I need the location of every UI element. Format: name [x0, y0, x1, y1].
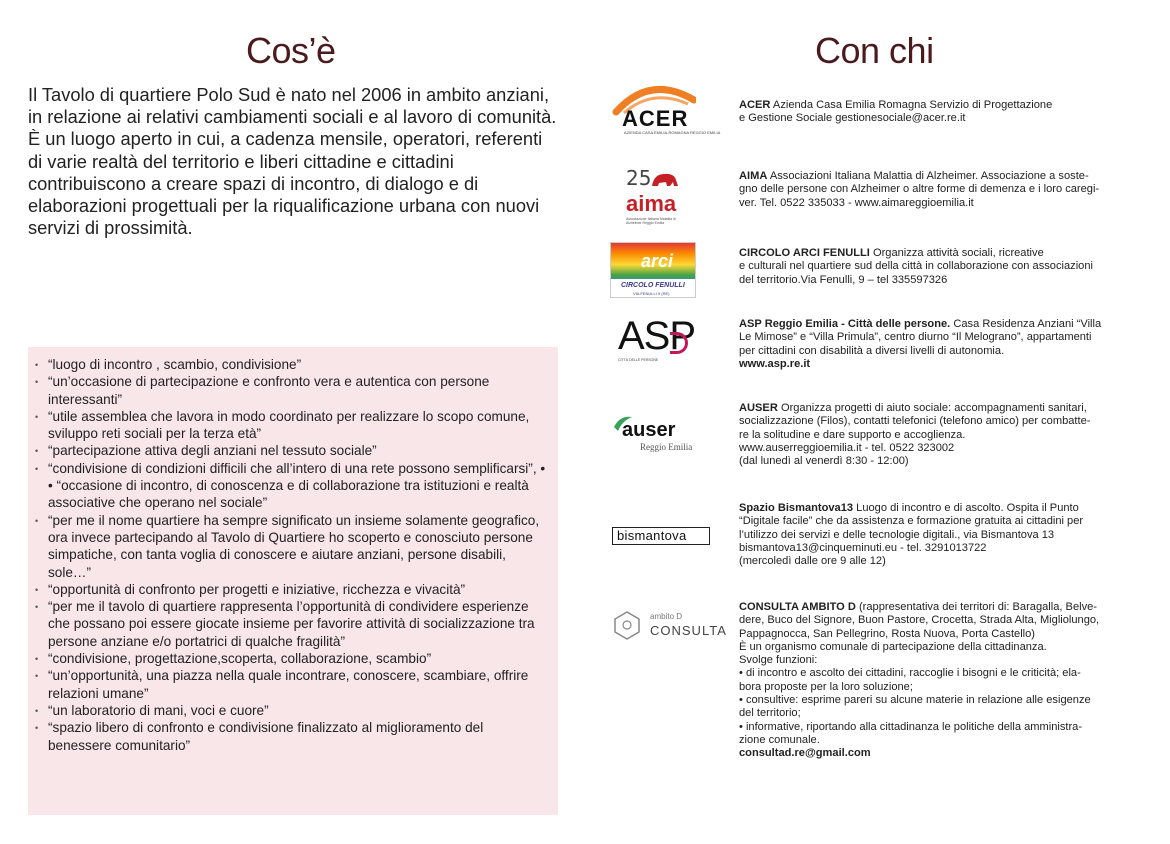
org-aima: [610, 162, 1150, 225]
consulta-logo-text: CONSULTA: [650, 623, 727, 638]
org-line: Organizza attività sociali, ricreative: [872, 247, 1044, 259]
quote-item: • “spazio libero di confronto e condivisione finalizzato al miglioramento del benessere comunitario”: [34, 719, 548, 754]
org-line: del territorio.Via Fenulli, 9 – tel 335597326: [739, 273, 948, 286]
org-line: e Gestione Sociale gestionesociale@acer.re.it: [739, 112, 966, 125]
asp-description: [739, 318, 1149, 371]
aima-logo-text: aima: [626, 191, 677, 216]
org-line: socializzazione (Filos), contatti telefonici (telefono amico) per combatte-: [739, 415, 1091, 428]
org-line: Luogo di incontro e di ascolto. Ospita il Punto: [856, 502, 1079, 514]
org-arci: [610, 240, 1150, 300]
asp-website: www.asp.re.it: [739, 357, 811, 370]
org-line: Associazioni Italiana Malattia di Alzheimer. Associazione a soste-: [769, 170, 1089, 182]
org-line: • informative, riportando alla cittadinanza le politiche della amministra-: [739, 720, 1083, 733]
org-line: Casa Residenza Anziani “Villa: [953, 318, 1102, 330]
org-name: ASP Reggio Emilia - Città delle persone.: [739, 318, 951, 330]
org-bismantova: [610, 495, 1150, 575]
org-line: (mercoledì dalle ore 9 alle 12): [739, 555, 886, 568]
org-line: Azienda Casa Emilia Romagna Servizio di Progettazione: [772, 99, 1053, 111]
consulta-hexagon-icon: [612, 610, 642, 640]
auser-logo-text: auser: [622, 419, 676, 441]
org-name: ACER: [739, 99, 771, 111]
org-auser: [610, 395, 1150, 475]
consulta-description: [739, 601, 1149, 761]
org-acer: [610, 80, 1150, 140]
org-line: Pappagnocca, San Pellegrino, Rosta Nuova, Porta Castello): [739, 627, 1036, 640]
elephant-icon: [650, 170, 680, 190]
org-line: Le Mimose” e “Villa Primula”, centro diurno “Il Melograno”, appartamenti: [739, 331, 1092, 344]
quote-item: • “per me il nome quartiere ha sempre significato un insieme solamente geografico, ora invece partecipando al Tavolo di Quartiere ho scoperto e conosciuto persone simpatiche, con tanta voglia di conoscere e aiutare anziani, persone disabili, sole…”: [34, 512, 548, 581]
org-line: zione comunale.: [739, 733, 820, 746]
intro-paragraph: Il Tavolo di quartiere Polo Sud è nato nel 2006 in ambito anziani, in relazione ai relativi cambiamenti sociali e al lavoro di comunità. È un luogo aperto in cui, a cadenza mensile, operatori, referenti di varie realtà del territorio e liberi cittadine e cittadini contribuiscono a creare spazi di incontro, di dialogo e di elaborazioni progettuali per la riqualificazione urbana con nuovi servizi di prossimità.: [28, 84, 557, 239]
auser-logo-sub: Reggio Emilia: [640, 442, 693, 452]
org-line: (rappresentativa dei territori di: Baragalla, Belve-: [858, 601, 1097, 613]
aima-logo-sub: Associazione Italiana Malattia di Alzheimer Reggio Emilia: [626, 217, 676, 225]
org-line: dere, Buco del Signore, Buon Pastore, Crocetta, Strada Alta, Migliolungo,: [739, 614, 1100, 627]
org-line: “Digitale facile” che da assistenza e formazione gratuita ai cittadini per: [739, 515, 1084, 528]
org-line: Svolge funzioni:: [739, 654, 818, 667]
quote-item: • “opportunità di confronto per progetti e iniziative, ricchezza e vivacità”: [34, 581, 548, 598]
org-line: www.auserreggioemilia.it - tel. 0522 323002: [739, 441, 955, 454]
quote-item: • “luogo di incontro , scambio, condivisione”: [34, 356, 548, 373]
org-consulta: [610, 594, 1150, 774]
acer-description: [739, 99, 1149, 126]
acer-logo-sub: AZIENDA CASA EMILIA-ROMAGNA REGGIO EMILIA: [624, 130, 721, 135]
org-line: (dal lunedì al venerdì 8:30 - 12:00): [739, 455, 909, 468]
consulta-logo-sub: ambito D: [650, 612, 683, 621]
arci-logo-sub2: VIA FENULLI 9 (RE): [633, 291, 670, 296]
org-line: re la solitudine e dare supporto e accoglienza.: [739, 428, 966, 441]
org-line: del territorio;: [739, 707, 801, 720]
quote-item: • “condivisione, progettazione,scoperta, collaborazione, scambio”: [34, 650, 548, 667]
aima-logo: [610, 166, 696, 225]
org-line: l’utilizzo dei servizi e delle tecnologie digitali., via Bismantova 13: [739, 528, 1055, 541]
consulta-logo: [610, 610, 727, 644]
asp-logo-sub: CITTÀ DELLE PERSONE: [618, 358, 659, 362]
org-line: Organizza progetti di aiuto sociale: accompagnamenti sanitari,: [780, 402, 1087, 414]
arci-description: [739, 247, 1149, 287]
bismantova-logo-text: bismantova: [617, 528, 687, 543]
org-name: AUSER: [739, 402, 778, 414]
org-line: bismantova13@cinqueminuti.eu - tel. 3291013722: [739, 541, 987, 554]
org-line: • consultive: esprime pareri su alcune materie in relazione alle esigenze: [739, 694, 1091, 707]
aima-anniversary: 25: [626, 166, 652, 190]
bismantova-description: [739, 502, 1149, 568]
auser-logo: [610, 413, 696, 457]
consulta-email: consultad.re@gmail.com: [739, 747, 871, 760]
quote-item: • “condivisione di condizioni difficili che all’intero di una rete possono semplificarsi”, • • “occasione di incontro, di conoscenza e di collaborazione tra istituzioni e realtà associative che operano nel sociale”: [34, 460, 548, 512]
org-line: È un organismo comunale di partecipazione della cittadinanza.: [739, 640, 1047, 653]
arci-logo-sub: CIRCOLO FENULLI: [621, 282, 685, 289]
quote-item: • “un’opportunità, una piazza nella quale incontrare, conoscere, scambiare, offrire relazioni umane”: [34, 667, 548, 702]
quote-item: • “un laboratorio di mani, voci e cuore”: [34, 702, 548, 719]
org-name: CIRCOLO ARCI FENULLI: [739, 247, 870, 259]
asp-logo: [610, 312, 696, 372]
org-asp: [610, 312, 1150, 372]
acer-logo: [610, 80, 721, 138]
arci-logo-text: arci: [641, 251, 674, 271]
auser-description: [739, 402, 1149, 468]
org-line: e culturali nel quartiere sud della città in collaborazione con associazioni: [739, 260, 1093, 273]
arci-logo: [610, 242, 696, 298]
quote-item: • “utile assemblea che lavora in modo coordinato per realizzare lo scopo comune, sviluppo reti sociali per la terza età”: [34, 408, 548, 443]
org-name: Spazio Bismantova13: [739, 502, 854, 514]
quotes-box: [28, 347, 558, 815]
org-name: CONSULTA AMBITO D: [739, 601, 856, 613]
section-title-cose: Cos’è: [246, 30, 336, 71]
quote-item: • “partecipazione attiva degli anziani nel tessuto sociale”: [34, 442, 548, 459]
aima-description: [739, 170, 1149, 210]
asp-logo-text: ASP: [618, 314, 696, 358]
quote-item: • “per me il tavolo di quartiere rappresenta l’opportunità di condividere esperienze che possano poi essere giocate insieme per favorire attività di socializzazione tra persone anziane e/o portatrici di qualche fragilità”: [34, 598, 548, 650]
bismantova-logo: [612, 527, 710, 545]
org-name: AIMA: [739, 170, 768, 182]
section-title-con-chi: Con chi: [815, 30, 934, 71]
acer-logo-text: ACER: [622, 106, 689, 131]
org-line: per cittadini con disabilità a diversi livelli di autonomia.: [739, 344, 1005, 357]
org-line: bora proposte per la loro soluzione;: [739, 680, 913, 693]
org-line: ver. Tel. 0522 335033 - www.aimareggioemilia.it: [739, 196, 974, 209]
quote-item: • “un’occasione di partecipazione e confronto vera e autentica con persone interessanti”: [34, 373, 548, 408]
org-line: • di incontro e ascolto dei cittadini, raccoglie i bisogni e le criticità; ela-: [739, 667, 1081, 680]
org-line: gno delle persone con Alzheimer o altre forme di demenza e i loro caregi-: [739, 183, 1100, 196]
